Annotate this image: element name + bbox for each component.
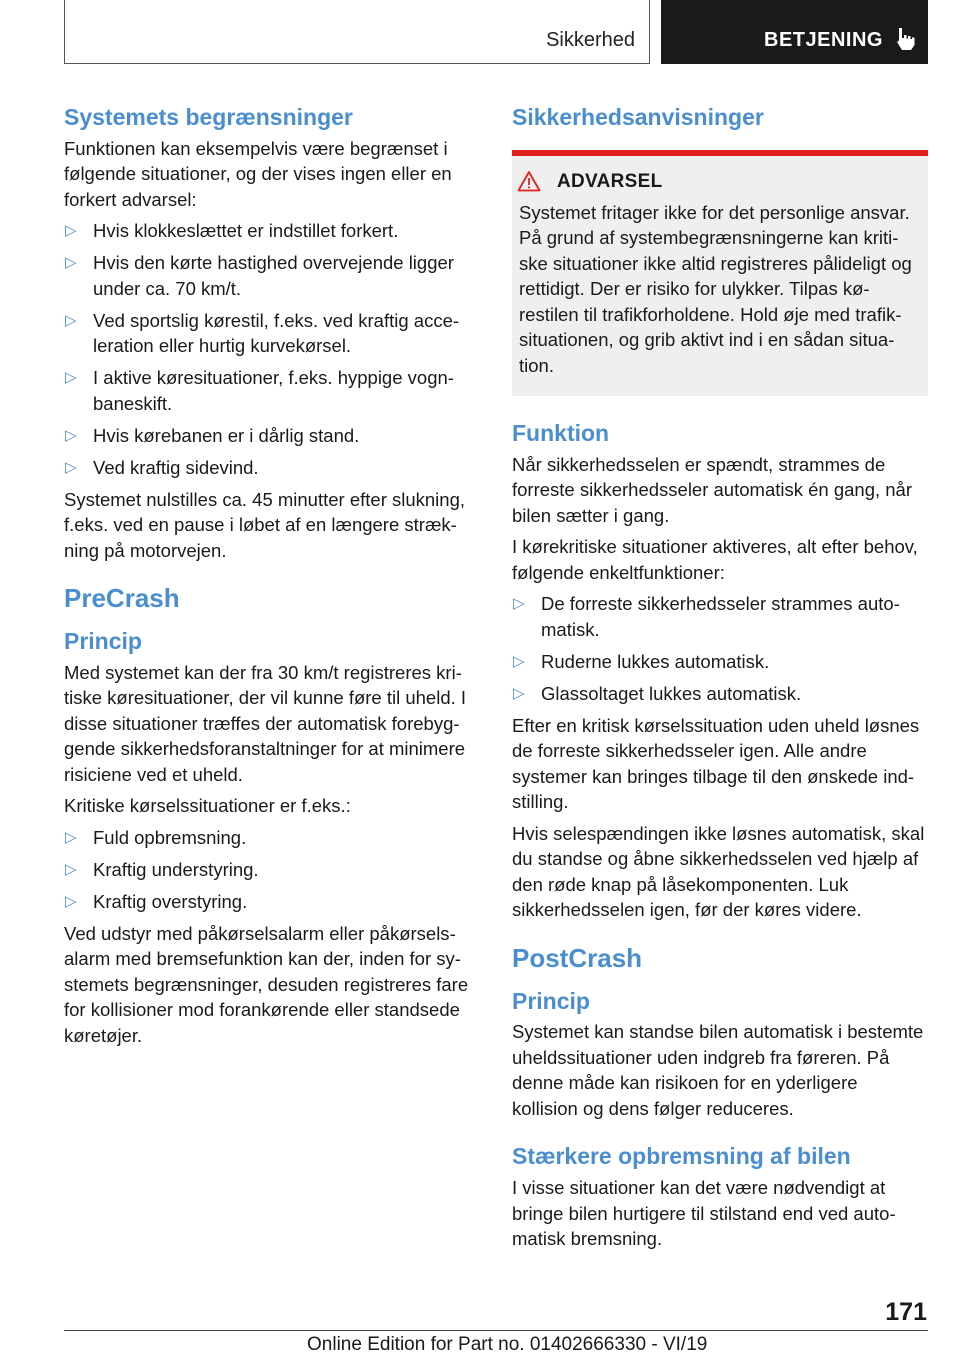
heading-princip: Princip (64, 628, 142, 655)
edition-text: Online Edition for Part no. 01402666330 - VI/19 (307, 1334, 708, 1355)
list-item: ▷ I aktive køresituationer, f.eks. hyppige vognbaneskift. (65, 367, 454, 414)
triangle-bullet-icon: ▷ (513, 652, 525, 670)
function-list (512, 591, 928, 706)
section-title: Sikkerhed (546, 29, 635, 51)
list-item: ▷ Fuld opbremsning. (64, 825, 480, 851)
chapter-tab (661, 0, 928, 64)
section-tab (64, 0, 650, 64)
paragraph-princip-2: Systemet kan standse bilen automatisk i bestemte uheldssituationer uden indgreb fra føreren. På denne måde kan risikoen for en yderligere kollision og dens følger reduceres. (512, 1021, 924, 1119)
paragraph-critical-intro: Kritiske kørselssituationer er f.eks.: (64, 795, 351, 817)
list-item: ▷ De forreste sikkerhedsseler strammes automatisk. (513, 593, 900, 640)
list-item: ▷ Glassoltaget lukkes automatisk. (512, 681, 928, 707)
triangle-bullet-icon: ▷ (65, 828, 77, 846)
paragraph-limits-intro: Funktionen kan eksempelvis være begrænset i følgende situationer, og der vises ingen eller en forkert advarsel: (64, 137, 452, 210)
paragraph-braking: I visse situationer kan det være nødvendigt at bringe bilen hurtigere til stilstand end ved automatisk bremsning. (512, 1177, 896, 1250)
triangle-bullet-icon: ▷ (65, 311, 77, 329)
heading-safety-instructions: Sikkerhedsanvisninger (512, 104, 764, 130)
heading-precrash: PreCrash (64, 583, 180, 614)
right-column (512, 104, 928, 1258)
heading-stronger-braking: Stærkere opbremsning af bilen (512, 1143, 851, 1170)
list-item: ▷ Hvis klokkeslættet er indstillet forkert. (64, 218, 480, 244)
triangle-bullet-icon: ▷ (513, 684, 525, 702)
list-item: ▷ Ruderne lukkes automatisk. (512, 649, 928, 675)
triangle-bullet-icon: ▷ (65, 369, 77, 387)
triangle-bullet-icon: ▷ (65, 458, 77, 476)
page-number: 171 (885, 1298, 927, 1326)
paragraph-reset: Systemet nulstilles ca. 45 minutter efter slukning, f.eks. ved en pause i løbet af en længere strækning på motorvejen. (64, 488, 466, 561)
footer-divider (64, 1330, 928, 1331)
heading-system-limits: Systemets begrænsninger (64, 104, 353, 130)
paragraph-function-1: Når sikkerhedsselen er spændt, strammes de forreste sikkerhedsseler automatisk én gang, når bilen sætter i gang. (512, 453, 913, 526)
list-item: ▷ Hvis den kørte hastighed overvejende ligger under ca. 70 km/t. (65, 252, 454, 299)
list-item: ▷ Hvis kørebanen er i dårlig stand. (64, 423, 480, 449)
heading-princip-2: Princip (512, 987, 590, 1014)
paragraph-after-situation: Efter en kritisk kørselssituation uden uheld løsnes de forreste sikkerhedsseler igen. Alle andre systemer kan bringes tilbage til den ønskede indstilling. (512, 714, 920, 813)
triangle-bullet-icon: ▷ (65, 860, 77, 878)
warning-triangle-icon (517, 170, 541, 192)
critical-list (64, 825, 480, 915)
triangle-bullet-icon: ▷ (65, 254, 77, 272)
paragraph-equipment: Ved udstyr med påkørselsalarm eller påkørselsalarm med bremsefunktion kan der, inden for systemets begrænsninger, desuden registreres fare for kollisioner mod forankørende eller standsede køretøjer. (64, 922, 469, 1046)
chapter-title: BETJENING (764, 29, 883, 51)
limits-list (64, 218, 480, 480)
page-header (64, 0, 928, 65)
footer-edition (307, 1334, 707, 1356)
paragraph-function-2: I kørekritiske situationer aktiveres, alt efter behov, følgende enkeltfunktioner: (512, 536, 918, 583)
list-item: ▷ Ved kraftig sidevind. (64, 455, 480, 481)
warning-title: ADVARSEL (557, 168, 920, 196)
triangle-bullet-icon: ▷ (65, 222, 77, 240)
heading-postcrash: PostCrash (512, 942, 643, 973)
paragraph-princip: Med systemet kan der fra 30 km/t registreres kritiske køresituationer, der vil kunne føre til uheld. I disse situationer træffes der automatisk forebyggende sikkerhedsforanstaltninger for at minimere risiciene ved et uheld. (64, 661, 467, 785)
triangle-bullet-icon: ▷ (65, 426, 77, 444)
heading-function: Funktion (512, 420, 610, 447)
warning-box (512, 150, 928, 397)
hand-pointer-icon (893, 26, 919, 52)
list-item: ▷ Kraftig understyring. (64, 857, 480, 883)
triangle-bullet-icon: ▷ (513, 595, 525, 613)
left-column (64, 104, 480, 1054)
warning-text: Systemet fritager ikke for det personlige ansvar. På grund af systembegrænsningerne kan kritiske situationer ikke altid registreres pålideligt og rettidigt. Der er risiko for ulykker. Tilpas kørestilen til trafikforholdene. Hold øje med trafiksituationen, og grib aktivt ind i en sådan situation. (519, 201, 912, 376)
triangle-bullet-icon: ▷ (65, 892, 77, 910)
paragraph-release: Hvis selespændingen ikke løsnes automatisk, skal du standse og åbne sikkerhedsselen ved hjælp af den røde knap på låsekomponenten. Luk sikkerhedsselen igen, før der køres videre. (512, 822, 925, 921)
list-item: ▷ Ved sportslig kørestil, f.eks. ved kraftig acceleration eller hurtig kurvekørsel. (65, 309, 460, 357)
list-item: ▷ Kraftig overstyring. (64, 889, 480, 915)
